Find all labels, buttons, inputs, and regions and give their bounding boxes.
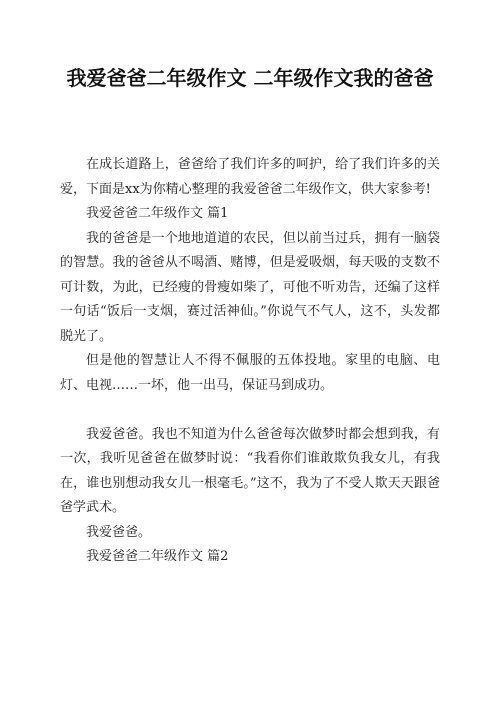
body-paragraph: 我的爸爸是一个地地道道的农民，但以前当过兵，拥有一脑袋的智慧。我的爸爸从不喝酒、赌博，但是爱吸烟，每天吸的支数不可计数，为此，已经瘦的骨瘦如柴了，可他不听劝告，还编了这样一句话“饭后一支烟，赛过活神仙。”你说气不气人，这不，头发都脱光了。 bbox=[60, 230, 440, 344]
document-title: 我爱爸爸二年级作文 二年级作文我的爸爸 bbox=[66, 66, 434, 90]
body-paragraph: 我爱爸爸。我也不知道为什么爸爸每次做梦时都会想到我，有一次，我听见爸爸在做梦时说：“我看你们谁敢欺负我女儿，有我在，谁也别想动我女儿一根毫毛。”这不，我为了不受人欺天天跟爸爸学武术。 bbox=[60, 426, 440, 515]
intro-paragraph: 在成长道路上，爸爸给了我们许多的呵护，给了我们许多的关爱，下面是xx为你精心整理的我爱爸爸二年级作文，供大家参考! bbox=[60, 157, 440, 197]
document-body bbox=[60, 153, 440, 570]
body-paragraph: 但是他的智慧让人不得不佩服的五体投地。家里的电脑、电灯、电视……一坏，他一出马，保证马到成功。 bbox=[60, 353, 440, 393]
section-heading-2: 我爱爸爸二年级作文 篇2 bbox=[86, 549, 229, 564]
body-paragraph: 我爱爸爸。 bbox=[86, 524, 152, 540]
section-heading-1: 我爱爸爸二年级作文 篇1 bbox=[86, 206, 229, 221]
